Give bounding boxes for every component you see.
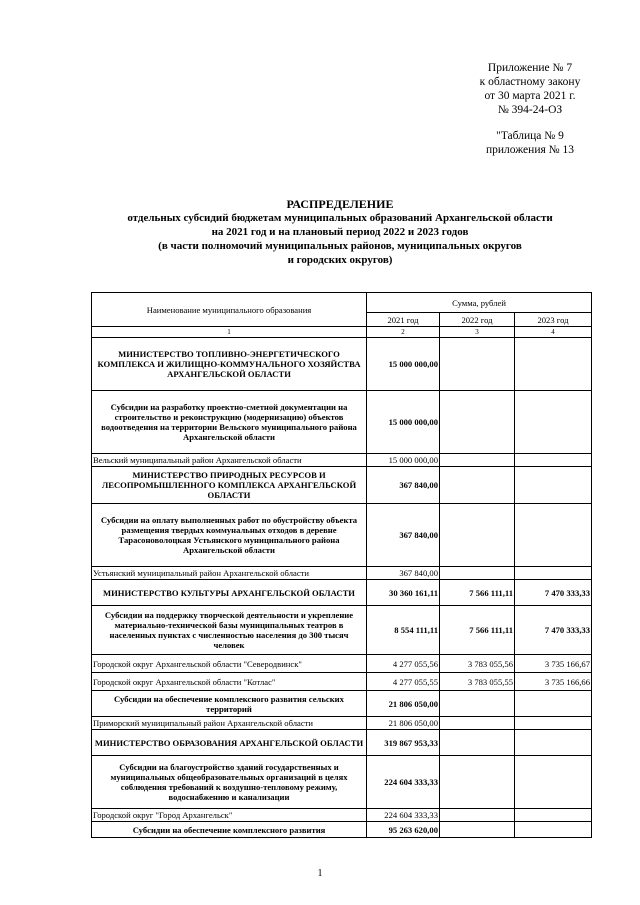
page-number: 1: [317, 868, 323, 879]
header-year: 2023 год: [515, 313, 592, 327]
row-name: МИНИСТЕРСТВО ОБРАЗОВАНИЯ АРХАНГЕЛЬСКОЙ ОБЛАСТИ: [92, 730, 367, 756]
row-2023: [515, 809, 592, 822]
row-2023: [515, 567, 592, 580]
col-number: 1: [92, 327, 367, 338]
row-name: Вельский муниципальный район Архангельской области: [92, 454, 367, 467]
heading-line: на 2021 год и на плановый период 2022 и 2023 годов: [211, 226, 469, 238]
row-name: Субсидии на обеспечение комплексного развития сельских территорий: [92, 691, 367, 717]
row-2023: 7 470 333,33: [515, 580, 592, 606]
row-2022: [440, 391, 515, 454]
row-2023: [515, 756, 592, 809]
appendix-line: Приложение № 7: [487, 62, 573, 74]
row-2022: [440, 504, 515, 567]
header-sum: Сумма, рублей: [367, 293, 592, 313]
table-row: [92, 580, 592, 606]
row-name: Субсидии на разработку проектно-сметной документации на строительство и реконструкцию (модернизацию) объектов водоотведения на территории Вельского муниципального района Архангельской области: [92, 391, 367, 454]
row-2022: [440, 338, 515, 391]
row-2023: [515, 504, 592, 567]
table-ref-line: "Таблица № 9: [496, 130, 564, 142]
row-2022: [440, 822, 515, 838]
table-row: [92, 338, 592, 391]
row-2021: 224 604 333,33: [367, 756, 440, 809]
appendix-block: [420, 61, 640, 157]
header-name: Наименование муниципального образования: [92, 293, 367, 327]
header-year: 2022 год: [440, 313, 515, 327]
table-row: [92, 606, 592, 655]
table-ref-line: приложения № 13: [486, 144, 574, 156]
row-2022: [440, 730, 515, 756]
row-name: Городской округ Архангельской области "Котлас": [92, 673, 367, 691]
row-2023: [515, 338, 592, 391]
appendix-line: № 394-24-ОЗ: [497, 104, 563, 116]
row-2021: 15 000 000,00: [367, 454, 440, 467]
document-title: РАСПРЕДЕЛЕНИЕ: [286, 197, 394, 211]
row-2023: [515, 822, 592, 838]
subsidy-table: [91, 292, 592, 838]
row-2021: 319 867 953,33: [367, 730, 440, 756]
row-2021: 21 806 050,00: [367, 691, 440, 717]
row-name: МИНИСТЕРСТВО КУЛЬТУРЫ АРХАНГЕЛЬСКОЙ ОБЛАСТИ: [92, 580, 367, 606]
row-2023: [515, 730, 592, 756]
row-name: Субсидии на благоустройство зданий государственных и муниципальных общеобразовательных организаций в целях соблюдения требований к воздушно-тепловому режиму, водоснабжению и канализации: [92, 756, 367, 809]
row-2021: 8 554 111,11: [367, 606, 440, 655]
table-row: [92, 756, 592, 809]
row-2022: [440, 567, 515, 580]
table-row: [92, 809, 592, 822]
row-2022: [440, 809, 515, 822]
row-2021: 15 000 000,00: [367, 338, 440, 391]
row-2023: 7 470 333,33: [515, 606, 592, 655]
row-name: Городской округ "Город Архангельск": [92, 809, 367, 822]
row-2021: 367 840,00: [367, 504, 440, 567]
heading-line: и городских округов): [287, 254, 393, 266]
row-2022: [440, 454, 515, 467]
row-2023: [515, 391, 592, 454]
row-2023: 3 735 166,67: [515, 655, 592, 673]
col-number: 4: [515, 327, 592, 338]
row-2022: [440, 467, 515, 504]
row-2022: 7 566 111,11: [440, 606, 515, 655]
header-year: 2021 год: [367, 313, 440, 327]
row-2021: 30 360 161,11: [367, 580, 440, 606]
row-name: Городской округ Архангельской области "Северодвинск": [92, 655, 367, 673]
row-name: Субсидии на оплату выполненных работ по обустройству объекта размещения твердых коммунальных отходов в деревне Тарасоноволоцкая Устьянского муниципального района Архангельской области: [92, 504, 367, 567]
heading-line: (в части полномочий муниципальных районов, муниципальных округов: [158, 240, 522, 252]
row-name: Приморский муниципальный район Архангельской области: [92, 717, 367, 730]
table-row: [92, 655, 592, 673]
row-2021: 224 604 333,33: [367, 809, 440, 822]
row-name: Субсидии на обеспечение комплексного развития: [92, 822, 367, 838]
row-2021: 367 840,00: [367, 467, 440, 504]
appendix-line: от 30 марта 2021 г.: [484, 90, 576, 102]
row-name: Субсидии на поддержку творческой деятельности и укрепление материально-технической базы муниципальных театров в населенных пунктах с численностью населения до 300 тысяч человек: [92, 606, 367, 655]
row-2023: [515, 717, 592, 730]
table-row: [92, 822, 592, 838]
col-number: 2: [367, 327, 440, 338]
row-2022: [440, 717, 515, 730]
row-2023: [515, 467, 592, 504]
table-row: [92, 691, 592, 717]
row-2022: [440, 691, 515, 717]
row-2022: 3 783 055,56: [440, 655, 515, 673]
table-row: [92, 717, 592, 730]
row-2021: 4 277 055,56: [367, 655, 440, 673]
row-2023: [515, 454, 592, 467]
table-row: [92, 391, 592, 454]
col-number: 3: [440, 327, 515, 338]
appendix-line: к областному закону: [479, 76, 581, 88]
row-name: Устьянский муниципальный район Архангельской области: [92, 567, 367, 580]
row-2022: 3 783 055,55: [440, 673, 515, 691]
table-row: [92, 504, 592, 567]
row-2022: 7 566 111,11: [440, 580, 515, 606]
row-2021: 15 000 000,00: [367, 391, 440, 454]
table-row: [92, 454, 592, 467]
row-2021: 21 806 050,00: [367, 717, 440, 730]
row-2021: 4 277 055,55: [367, 673, 440, 691]
row-name: МИНИСТЕРСТВО ТОПЛИВНО-ЭНЕРГЕТИЧЕСКОГО КОМПЛЕКСА И ЖИЛИЩНО-КОММУНАЛЬНОГО ХОЗЯЙСТВА АРХАНГЕЛЬСКОЙ ОБЛАСТИ: [92, 338, 367, 391]
row-2022: [440, 756, 515, 809]
heading-line: отдельных субсидий бюджетам муниципальных образований Архангельской области: [127, 212, 553, 224]
row-2021: 367 840,00: [367, 567, 440, 580]
table-row: [92, 467, 592, 504]
table-row: [92, 673, 592, 691]
table-row: [92, 730, 592, 756]
row-name: МИНИСТЕРСТВО ПРИРОДНЫХ РЕСУРСОВ И ЛЕСОПРОМЫШЛЕННОГО КОМПЛЕКСА АРХАНГЕЛЬСКОЙ ОБЛАСТИ: [92, 467, 367, 504]
row-2023: [515, 691, 592, 717]
table-row: [92, 567, 592, 580]
row-2021: 95 263 620,00: [367, 822, 440, 838]
row-2023: 3 735 166,66: [515, 673, 592, 691]
document-heading: [80, 197, 600, 267]
